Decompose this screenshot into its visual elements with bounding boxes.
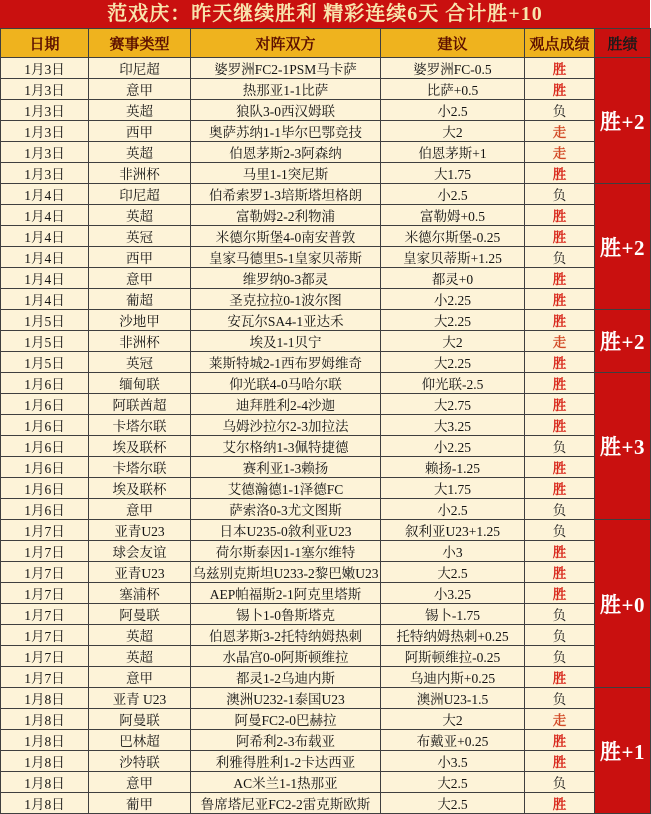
date-cell: 1月7日 xyxy=(1,520,89,541)
column-header-4: 观点成绩 xyxy=(525,29,595,58)
suggestion-cell: 婆罗洲FC-0.5 xyxy=(381,58,525,79)
column-header-1: 赛事类型 xyxy=(89,29,191,58)
date-cell: 1月5日 xyxy=(1,352,89,373)
suggestion-cell: 大2 xyxy=(381,331,525,352)
league-cell: 巴林超 xyxy=(89,730,191,751)
result-cell: 胜 xyxy=(525,793,595,814)
prediction-row xyxy=(1,184,651,205)
streak-cell: 胜+3 xyxy=(595,373,651,520)
matchup-cell: 赛利亚1-3赖扬 xyxy=(191,457,381,478)
prediction-row xyxy=(1,604,651,625)
date-cell: 1月3日 xyxy=(1,58,89,79)
result-cell: 负 xyxy=(525,604,595,625)
date-cell: 1月8日 xyxy=(1,730,89,751)
suggestion-cell: 大3.25 xyxy=(381,415,525,436)
date-cell: 1月5日 xyxy=(1,331,89,352)
suggestion-cell: 大1.75 xyxy=(381,163,525,184)
league-cell: 沙特联 xyxy=(89,751,191,772)
suggestion-cell: 大2.5 xyxy=(381,562,525,583)
prediction-row xyxy=(1,310,651,331)
result-cell: 胜 xyxy=(525,583,595,604)
prediction-row xyxy=(1,646,651,667)
suggestion-cell: 都灵+0 xyxy=(381,268,525,289)
matchup-cell: 奥萨苏纳1-1毕尔巴鄂竞技 xyxy=(191,121,381,142)
date-cell: 1月8日 xyxy=(1,772,89,793)
prediction-row xyxy=(1,436,651,457)
prediction-row xyxy=(1,457,651,478)
suggestion-cell: 小2.25 xyxy=(381,289,525,310)
matchup-cell: 荷尔斯泰因1-1塞尔维特 xyxy=(191,541,381,562)
prediction-row xyxy=(1,331,651,352)
league-cell: 亚青 U23 xyxy=(89,688,191,709)
matchup-cell: 马里1-1突尼斯 xyxy=(191,163,381,184)
matchup-cell: 都灵1-2乌迪内斯 xyxy=(191,667,381,688)
matchup-cell: 利雅得胜利1-2卡达西亚 xyxy=(191,751,381,772)
league-cell: 意甲 xyxy=(89,268,191,289)
result-cell: 走 xyxy=(525,142,595,163)
prediction-row xyxy=(1,583,651,604)
matchup-cell: 热那亚1-1比萨 xyxy=(191,79,381,100)
date-cell: 1月3日 xyxy=(1,142,89,163)
league-cell: 阿曼联 xyxy=(89,604,191,625)
matchup-cell: 伯恩茅斯3-2托特纳姆热刺 xyxy=(191,625,381,646)
date-cell: 1月5日 xyxy=(1,310,89,331)
date-cell: 1月7日 xyxy=(1,646,89,667)
suggestion-cell: 皇家贝蒂斯+1.25 xyxy=(381,247,525,268)
result-cell: 负 xyxy=(525,100,595,121)
result-cell: 胜 xyxy=(525,268,595,289)
prediction-row xyxy=(1,394,651,415)
league-cell: 英超 xyxy=(89,205,191,226)
date-cell: 1月8日 xyxy=(1,688,89,709)
matchup-cell: 鲁席塔尼亚FC2-2雷克斯欧斯 xyxy=(191,793,381,814)
league-cell: 意甲 xyxy=(89,79,191,100)
suggestion-cell: 锡卜-1.75 xyxy=(381,604,525,625)
prediction-row xyxy=(1,163,651,184)
date-cell: 1月6日 xyxy=(1,373,89,394)
suggestion-cell: 大2.25 xyxy=(381,310,525,331)
league-cell: 英超 xyxy=(89,625,191,646)
predictions-table xyxy=(0,28,651,814)
suggestion-cell: 大2.25 xyxy=(381,352,525,373)
suggestion-cell: 小2.5 xyxy=(381,100,525,121)
result-cell: 胜 xyxy=(525,751,595,772)
result-cell: 胜 xyxy=(525,352,595,373)
suggestion-cell: 小3.5 xyxy=(381,751,525,772)
matchup-cell: 锡卜1-0鲁斯塔克 xyxy=(191,604,381,625)
suggestion-cell: 小2.25 xyxy=(381,436,525,457)
suggestion-cell: 小2.5 xyxy=(381,184,525,205)
matchup-cell: 米德尔斯堡4-0南安普敦 xyxy=(191,226,381,247)
suggestion-cell: 托特纳姆热刺+0.25 xyxy=(381,625,525,646)
date-cell: 1月7日 xyxy=(1,583,89,604)
result-cell: 胜 xyxy=(525,226,595,247)
prediction-row xyxy=(1,625,651,646)
suggestion-cell: 赖扬-1.25 xyxy=(381,457,525,478)
matchup-cell: 澳洲U232-1泰国U23 xyxy=(191,688,381,709)
league-cell: 英冠 xyxy=(89,352,191,373)
result-cell: 走 xyxy=(525,709,595,730)
matchup-cell: 狼队3-0西汉姆联 xyxy=(191,100,381,121)
date-cell: 1月3日 xyxy=(1,100,89,121)
suggestion-cell: 大2.5 xyxy=(381,772,525,793)
prediction-row xyxy=(1,772,651,793)
league-cell: 英超 xyxy=(89,646,191,667)
suggestion-cell: 小2.5 xyxy=(381,499,525,520)
prediction-row xyxy=(1,709,651,730)
league-cell: 西甲 xyxy=(89,247,191,268)
matchup-cell: 伯恩茅斯2-3阿森纳 xyxy=(191,142,381,163)
date-cell: 1月4日 xyxy=(1,247,89,268)
league-cell: 葡甲 xyxy=(89,793,191,814)
league-cell: 亚青U23 xyxy=(89,520,191,541)
league-cell: 沙地甲 xyxy=(89,310,191,331)
date-cell: 1月6日 xyxy=(1,394,89,415)
league-cell: 意甲 xyxy=(89,667,191,688)
prediction-row xyxy=(1,478,651,499)
matchup-cell: 维罗纳0-3都灵 xyxy=(191,268,381,289)
matchup-cell: 水晶宫0-0阿斯顿维拉 xyxy=(191,646,381,667)
prediction-row xyxy=(1,667,651,688)
suggestion-cell: 米德尔斯堡-0.25 xyxy=(381,226,525,247)
league-cell: 英超 xyxy=(89,142,191,163)
result-cell: 胜 xyxy=(525,730,595,751)
result-cell: 胜 xyxy=(525,667,595,688)
date-cell: 1月3日 xyxy=(1,121,89,142)
result-cell: 胜 xyxy=(525,562,595,583)
date-cell: 1月7日 xyxy=(1,541,89,562)
date-cell: 1月8日 xyxy=(1,793,89,814)
league-cell: 缅甸联 xyxy=(89,373,191,394)
column-header-5: 胜绩 xyxy=(595,29,651,58)
matchup-cell: 萨索洛0-3尤文图斯 xyxy=(191,499,381,520)
matchup-cell: 富勒姆2-2利物浦 xyxy=(191,205,381,226)
league-cell: 葡超 xyxy=(89,289,191,310)
league-cell: 卡塔尔联 xyxy=(89,457,191,478)
suggestion-cell: 小3.25 xyxy=(381,583,525,604)
matchup-cell: 莱斯特城2-1西布罗姆维奇 xyxy=(191,352,381,373)
streak-cell: 胜+2 xyxy=(595,58,651,184)
result-cell: 负 xyxy=(525,247,595,268)
league-cell: 卡塔尔联 xyxy=(89,415,191,436)
league-cell: 埃及联杯 xyxy=(89,436,191,457)
result-cell: 胜 xyxy=(525,289,595,310)
prediction-row xyxy=(1,415,651,436)
suggestion-cell: 大1.75 xyxy=(381,478,525,499)
league-cell: 塞浦杯 xyxy=(89,583,191,604)
prediction-row xyxy=(1,268,651,289)
league-cell: 西甲 xyxy=(89,121,191,142)
league-cell: 非洲杯 xyxy=(89,331,191,352)
suggestion-cell: 大2 xyxy=(381,121,525,142)
date-cell: 1月7日 xyxy=(1,625,89,646)
suggestion-cell: 小3 xyxy=(381,541,525,562)
league-cell: 意甲 xyxy=(89,772,191,793)
matchup-cell: 皇家马德里5-1皇家贝蒂斯 xyxy=(191,247,381,268)
matchup-cell: 伯希索罗1-3培斯塔坦格朗 xyxy=(191,184,381,205)
result-cell: 负 xyxy=(525,436,595,457)
date-cell: 1月8日 xyxy=(1,751,89,772)
table-header-row xyxy=(1,29,651,58)
result-cell: 走 xyxy=(525,121,595,142)
prediction-row xyxy=(1,751,651,772)
matchup-cell: 艾德瀚德1-1泽德FC xyxy=(191,478,381,499)
column-header-3: 建议 xyxy=(381,29,525,58)
date-cell: 1月3日 xyxy=(1,79,89,100)
prediction-row xyxy=(1,247,651,268)
prediction-row xyxy=(1,226,651,247)
prediction-row xyxy=(1,541,651,562)
prediction-row xyxy=(1,100,651,121)
league-cell: 意甲 xyxy=(89,499,191,520)
league-cell: 英冠 xyxy=(89,226,191,247)
league-cell: 球会友谊 xyxy=(89,541,191,562)
result-cell: 负 xyxy=(525,646,595,667)
column-header-0: 日期 xyxy=(1,29,89,58)
column-header-2: 对阵双方 xyxy=(191,29,381,58)
date-cell: 1月6日 xyxy=(1,499,89,520)
league-cell: 阿曼联 xyxy=(89,709,191,730)
date-cell: 1月4日 xyxy=(1,226,89,247)
date-cell: 1月6日 xyxy=(1,457,89,478)
suggestion-cell: 伯恩茅斯+1 xyxy=(381,142,525,163)
prediction-row xyxy=(1,79,651,100)
matchup-cell: 婆罗洲FC2-1PSM马卡萨 xyxy=(191,58,381,79)
result-cell: 胜 xyxy=(525,541,595,562)
result-cell: 负 xyxy=(525,184,595,205)
result-cell: 胜 xyxy=(525,310,595,331)
date-cell: 1月4日 xyxy=(1,268,89,289)
result-cell: 胜 xyxy=(525,79,595,100)
league-cell: 英超 xyxy=(89,100,191,121)
prediction-row xyxy=(1,289,651,310)
league-cell: 亚青U23 xyxy=(89,562,191,583)
result-cell: 走 xyxy=(525,331,595,352)
suggestion-cell: 大2 xyxy=(381,709,525,730)
matchup-cell: 仰光联4-0马哈尔联 xyxy=(191,373,381,394)
matchup-cell: 乌兹别克斯坦U233-2黎巴嫩U23 xyxy=(191,562,381,583)
matchup-cell: 日本U235-0敘利亚U23 xyxy=(191,520,381,541)
streak-cell: 胜+0 xyxy=(595,520,651,688)
result-cell: 负 xyxy=(525,520,595,541)
date-cell: 1月7日 xyxy=(1,562,89,583)
streak-cell: 胜+2 xyxy=(595,310,651,373)
prediction-row xyxy=(1,142,651,163)
prediction-row xyxy=(1,793,651,814)
matchup-cell: AC米兰1-1热那亚 xyxy=(191,772,381,793)
suggestion-cell: 大2.75 xyxy=(381,394,525,415)
result-cell: 胜 xyxy=(525,394,595,415)
suggestion-cell: 阿斯顿维拉-0.25 xyxy=(381,646,525,667)
league-cell: 埃及联杯 xyxy=(89,478,191,499)
result-cell: 胜 xyxy=(525,415,595,436)
result-cell: 负 xyxy=(525,688,595,709)
matchup-cell: 圣克拉拉0-1波尔图 xyxy=(191,289,381,310)
suggestion-cell: 富勒姆+0.5 xyxy=(381,205,525,226)
prediction-row xyxy=(1,499,651,520)
date-cell: 1月8日 xyxy=(1,709,89,730)
league-cell: 阿联酋超 xyxy=(89,394,191,415)
prediction-row xyxy=(1,562,651,583)
result-cell: 胜 xyxy=(525,478,595,499)
date-cell: 1月7日 xyxy=(1,604,89,625)
matchup-cell: AEP帕福斯2-1阿克里塔斯 xyxy=(191,583,381,604)
suggestion-cell: 比萨+0.5 xyxy=(381,79,525,100)
result-cell: 胜 xyxy=(525,58,595,79)
matchup-cell: 阿曼FC2-0巴赫拉 xyxy=(191,709,381,730)
matchup-cell: 阿希利2-3布载亚 xyxy=(191,730,381,751)
prediction-row xyxy=(1,520,651,541)
matchup-cell: 安瓦尔SA4-1亚达禾 xyxy=(191,310,381,331)
date-cell: 1月6日 xyxy=(1,415,89,436)
prediction-row xyxy=(1,205,651,226)
date-cell: 1月4日 xyxy=(1,289,89,310)
prediction-row xyxy=(1,730,651,751)
result-cell: 胜 xyxy=(525,457,595,478)
suggestion-cell: 仰光联-2.5 xyxy=(381,373,525,394)
streak-cell: 胜+1 xyxy=(595,688,651,814)
date-cell: 1月3日 xyxy=(1,163,89,184)
matchup-cell: 艾尔格纳1-3佩特捷德 xyxy=(191,436,381,457)
date-cell: 1月6日 xyxy=(1,436,89,457)
suggestion-cell: 乌迪内斯+0.25 xyxy=(381,667,525,688)
result-cell: 胜 xyxy=(525,373,595,394)
league-cell: 印尼超 xyxy=(89,184,191,205)
result-cell: 胜 xyxy=(525,205,595,226)
matchup-cell: 埃及1-1贝宁 xyxy=(191,331,381,352)
league-cell: 非洲杯 xyxy=(89,163,191,184)
prediction-row xyxy=(1,121,651,142)
suggestion-cell: 叙利亚U23+1.25 xyxy=(381,520,525,541)
result-cell: 负 xyxy=(525,772,595,793)
date-cell: 1月4日 xyxy=(1,205,89,226)
result-cell: 负 xyxy=(525,625,595,646)
date-cell: 1月4日 xyxy=(1,184,89,205)
result-cell: 胜 xyxy=(525,163,595,184)
prediction-row xyxy=(1,58,651,79)
league-cell: 印尼超 xyxy=(89,58,191,79)
prediction-row xyxy=(1,352,651,373)
date-cell: 1月6日 xyxy=(1,478,89,499)
prediction-row xyxy=(1,373,651,394)
date-cell: 1月7日 xyxy=(1,667,89,688)
suggestion-cell: 大2.5 xyxy=(381,793,525,814)
result-cell: 负 xyxy=(525,499,595,520)
suggestion-cell: 澳洲U23-1.5 xyxy=(381,688,525,709)
suggestion-cell: 布戴亚+0.25 xyxy=(381,730,525,751)
prediction-row xyxy=(1,688,651,709)
page-title: 范戏庆：昨天继续胜利 精彩连续6天 合计胜+10 xyxy=(0,0,650,28)
matchup-cell: 乌姆沙拉尔2-3加拉法 xyxy=(191,415,381,436)
streak-cell: 胜+2 xyxy=(595,184,651,310)
matchup-cell: 迪拜胜利2-4沙迦 xyxy=(191,394,381,415)
